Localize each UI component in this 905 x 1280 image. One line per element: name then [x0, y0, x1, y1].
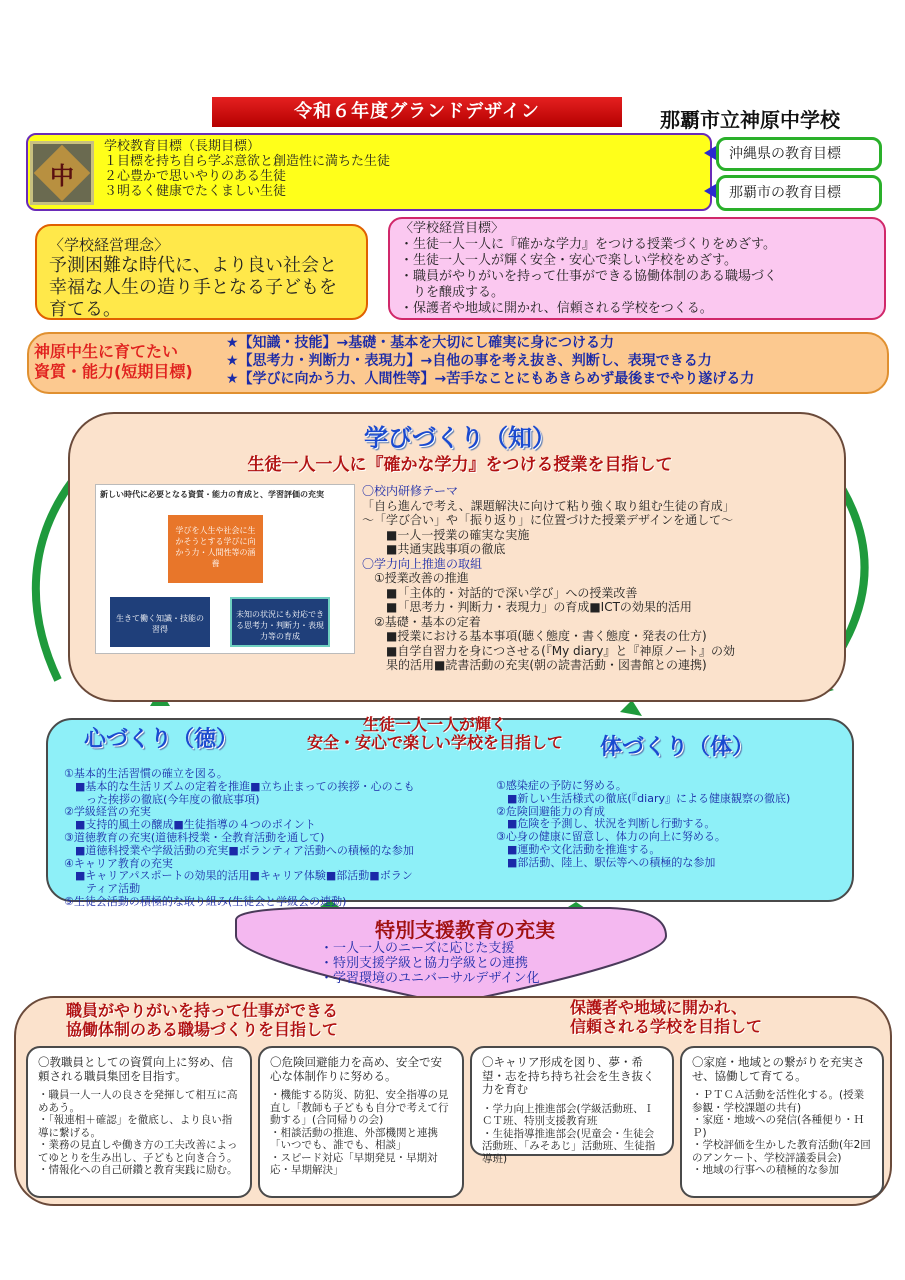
special-support-item: ・学習環境のユニバーサルデザイン化 — [320, 971, 540, 986]
kokoro-line: ⑤生徒会活動の積極的な取り組み(生徒会と学級会の連動) — [64, 894, 347, 908]
special-support-title: 特別支援教育の充実 — [375, 918, 555, 942]
karada-line: ■部活動、陸上、駅伝等への積極的な参加 — [496, 855, 716, 869]
management-goal: ・保護者や地域に開かれ、信頼される学校をつくる。 — [400, 301, 713, 316]
kokoro-line: ■道徳科授業や学級活動の充実■ボランティア活動への積極的な参加 — [64, 843, 414, 857]
arrow-left-icon — [704, 184, 716, 198]
kokoro-details — [64, 768, 484, 909]
card-line: ・学校評価を生かした教育活動(年2回のアンケート、学校評議委員会) — [692, 1139, 871, 1164]
kokoro-line: ■キャリアパスポートの効果的活用■キャリア体験■部活動■ボラン — [64, 869, 413, 883]
kokoro-title: 心づくり（徳） — [84, 727, 239, 752]
learning-title: 学びづくり（知） — [364, 424, 556, 452]
kokoro-subtitle: 生徒一人一人が輝く 安全・安心で楽しい学校を目指して — [306, 715, 563, 752]
management-goal: ・職員がやりがいを持って仕事ができる協働体制のある職場づく りを醸成する。 — [400, 269, 778, 300]
learning-line: 「自ら進んで考え、課題解決に向けて粘り強く取り組む生徒の育成」 — [362, 498, 735, 513]
management-goals-heading: 〈学校経営目標〉 — [400, 221, 505, 236]
competency-diagram — [95, 484, 355, 654]
special-support-item: ・一人一人のニーズに応じた支援 — [320, 941, 515, 956]
special-support-item: ・特別支援学級と協力学級との連携 — [320, 956, 529, 971]
card-line: ・スピード対応「早期発見・早期対応・早期解決」 — [270, 1151, 438, 1176]
prefecture-goals-link[interactable]: 沖縄県の教育目標 — [716, 137, 882, 171]
learning-line: ■共通実践事項の徹底 — [362, 542, 506, 556]
kokoro-line: ④キャリア教育の充実 — [64, 856, 173, 870]
card-heading: 〇危険回避能力を高め、安全で安心な体制作りに努める。 — [270, 1055, 443, 1083]
card-line: ・家庭・地域への発信(各種便り・ＨＰ) — [692, 1114, 865, 1139]
card-line: ・相談活動の推進、外部機関と連携「いつでも、誰でも、相談」 — [270, 1126, 438, 1151]
school-name: 那覇市立神原中学校 — [660, 108, 840, 132]
card-staff-quality — [26, 1046, 252, 1198]
ability-item: ★【思考力・判断力・表現力】→自他の事を考え抜き、判断し、表現できる力 — [226, 353, 712, 369]
page-title: 令和６年度グランドデザイン — [212, 97, 622, 127]
card-line: ・機能する防災、防犯、安全指導の見直し「教師も子どもも自分で考えて行動する」(合同帰りの会) — [270, 1089, 449, 1126]
kokoro-line: ■基本的な生活リズムの定着を推進■立ち止まっての挨拶・心のこも — [64, 779, 415, 793]
philosophy-text: 予測困難な時代に、より良い社会と幸福な人生の造り手となる子どもを育てる。 — [49, 255, 337, 320]
management-philosophy-box — [35, 224, 368, 320]
learning-line: ②基礎・基本の定着 — [362, 614, 481, 629]
learning-details — [362, 484, 832, 673]
card-line: ・ＰＴＣＡ活動を活性化する。(授業参観・学校課題の共有) — [692, 1089, 865, 1114]
abilities-label: 神原中生に育てたい 資質・能力(短期目標) — [34, 342, 193, 381]
kokoro-line: ①基本的生活習慣の確立を図る。 — [64, 767, 228, 780]
kokoro-line: った挨拶の徹底(今年度の徹底事項) — [64, 792, 260, 806]
kokoro-line: ティア活動 — [64, 882, 141, 896]
karada-line: ②危険回避能力の育成 — [496, 804, 605, 818]
school-goal-1: １目標を持ち自ら学ぶ意欲と創造性に満ちた生徒 — [104, 154, 391, 169]
ability-item: ★【知識・技能】→基礎・基本を大切にし確実に身につける力 — [226, 335, 614, 351]
karada-details — [496, 780, 846, 870]
learning-line: ■一人一授業の確実な実施 — [362, 527, 530, 542]
abilities-list — [226, 334, 886, 388]
card-heading: 〇キャリア形成を図り、夢・希望・志を持ち持ち社会を生き抜く力を育む — [482, 1055, 655, 1096]
learning-line: ～「学び合い」や「振り返り」に位置づけた授業デザインを通して～ — [362, 513, 734, 527]
learning-line: ■「主体的・対話的で深い学び」への授業改善 — [362, 585, 638, 600]
management-goal: ・生徒一人一人が輝く安全・安心で楽しい学校をめざす。 — [400, 253, 737, 268]
card-line: ・学力向上推進部会(学級活動班、ＩＣＴ班、特別支援教育班 — [482, 1102, 655, 1127]
card-heading: 〇家庭・地域との繋がりを充実させ、協働して育てる。 — [692, 1055, 865, 1083]
learning-line: ■「思考力・判断力・表現力」の育成■ICTの効果的活用 — [362, 600, 692, 614]
karada-line: ③心身の健康に留意し、体力の向上に努める。 — [496, 830, 726, 844]
diagram-box-attitude: 学びを人生や社会に生かそうとする学びに向かう力・人間性等の涵養 — [168, 515, 263, 583]
ability-item: ★【学びに向かう力、人間性等】→苦手なことにもあきらめず最後までやり遂げる力 — [226, 371, 755, 387]
card-safety — [258, 1046, 464, 1198]
school-goals-heading: 学校教育目標（長期目標） — [104, 139, 261, 154]
diagram-box-thinking: 未知の状況にも対応できる思考力・判断力・表現力等の育成 — [230, 597, 330, 647]
staff-section-title: 職員がやりがいを持って仕事ができる 協働体制のある職場づくりを目指して — [66, 1001, 339, 1039]
card-line: ・地域の行事への積極的な参加 — [692, 1164, 839, 1176]
school-goal-2: ２心豊かで思いやりのある生徒 — [104, 169, 287, 184]
kokoro-line: ③道徳教育の充実(道徳科授業・全教育活動を通して) — [64, 830, 325, 844]
karada-title: 体づくり（体） — [600, 735, 755, 760]
kokoro-line: ②学級経営の充実 — [64, 805, 151, 819]
school-emblem — [30, 141, 94, 205]
card-line: ・「報連相＋確認」を徹底し、より良い指導に繋げる。 — [38, 1114, 233, 1139]
diagram-title: 新しい時代に必要となる資質・能力の育成と、学習評価の充実 — [100, 490, 324, 499]
community-section-title: 保護者や地域に開かれ、 信頼される学校を目指して — [570, 998, 763, 1036]
karada-line: ①感染症の予防に努める。 — [496, 779, 627, 792]
learning-line: 〇校内研修テーマ — [362, 484, 459, 498]
kokoro-line: ■支持的風土の醸成■生徒指導の４つのポイント — [64, 818, 316, 832]
school-goal-3: ３明るく健康でたくましい生徒 — [104, 184, 287, 199]
card-career — [470, 1046, 674, 1165]
arrow-left-icon — [704, 146, 716, 160]
card-line: ・業務の見直しや働き方の工夫改善によってゆとりを生み出し、子どもと向き合う。 — [38, 1139, 238, 1164]
learning-subtitle: 生徒一人一人に『確かな学力』をつける授業を目指して — [247, 455, 673, 475]
card-line: ・情報化への自己研鑽と教育実践に励む。 — [38, 1164, 238, 1176]
learning-line: ■自学自習力を身につさせる(『My diary』と『神原ノート』の効 — [362, 643, 736, 658]
diagram-box-knowledge: 生きて働く知識・技能の習得 — [110, 597, 210, 647]
learning-line: ■授業における基本事項(聴く態度・書く態度・発表の仕方) — [362, 629, 707, 643]
management-goals-box — [388, 217, 886, 320]
emblem-character: 中 — [50, 162, 74, 190]
card-family-community — [680, 1046, 884, 1198]
karada-line: ■危険を予測し、状況を判断し行動する。 — [496, 817, 716, 831]
management-goal: ・生徒一人一人に『確かな学力』をつける授業づくりをめざす。 — [400, 237, 776, 252]
city-goals-link[interactable]: 那覇市の教育目標 — [716, 175, 882, 211]
special-support-list — [320, 941, 620, 986]
philosophy-heading: 〈学校経営理念〉 — [49, 236, 170, 254]
learning-line: 〇学力向上推進の取組 — [362, 556, 483, 571]
card-line: ・職員一人一人の良さを発揮して相互に高めあう。 — [38, 1089, 238, 1114]
karada-line: ■運動や文化活動を推進する。 — [496, 842, 661, 856]
card-line: ・生徒指導推進部会(児童会・生徒会活動班、「みそあじ」活動班、生徒指導班) — [482, 1127, 656, 1165]
learning-line: 果的活用■読書活動の充実(朝の読書活動・図書館との連携) — [362, 658, 707, 672]
school-goals-text — [104, 139, 704, 199]
card-heading: 〇教職員としての資質向上に努め、信頼される職員集団を目指す。 — [38, 1055, 234, 1083]
learning-line: ①授業改善の推進 — [362, 571, 469, 585]
karada-line: ■新しい生活様式の徹底(『diary』による健康観察の徹底) — [496, 791, 791, 805]
